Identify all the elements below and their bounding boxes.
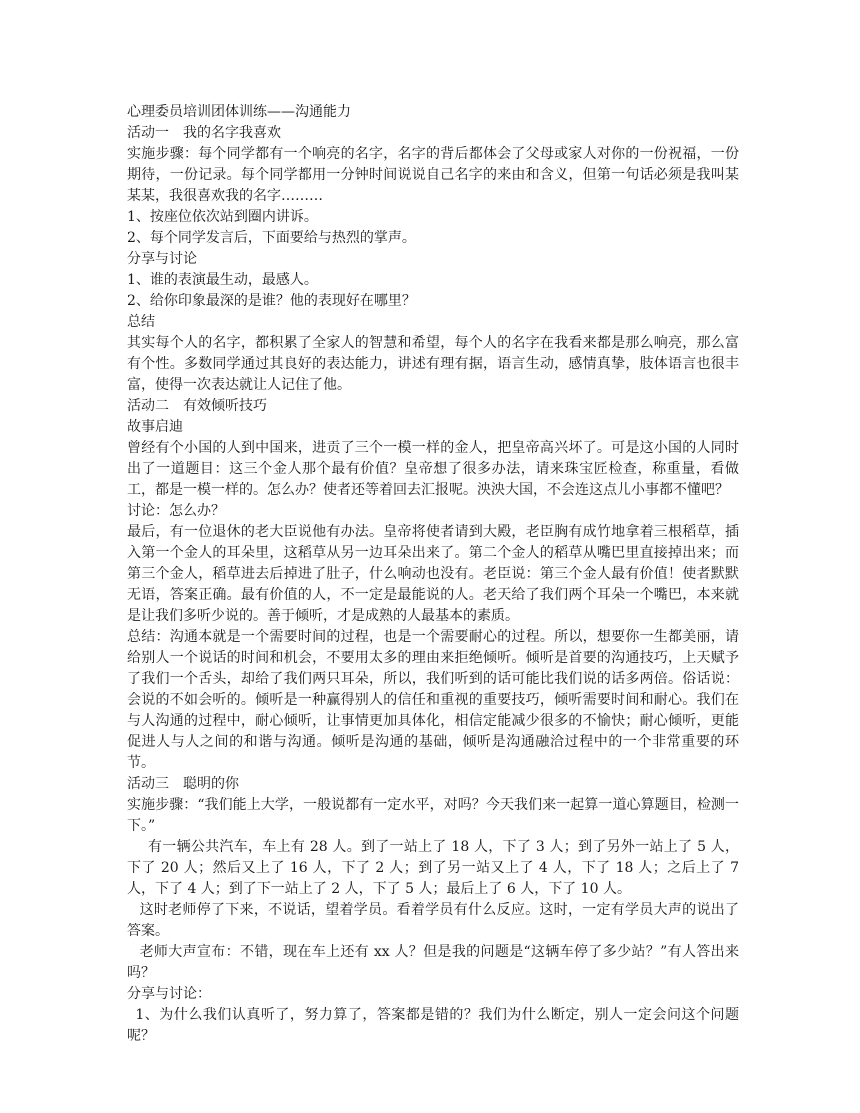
document-title: 心理委员培训团体训练——沟通能力 [127, 104, 351, 120]
activity-one-step-2: 2、每个同学发言后，下面要给与热烈的掌声。 [127, 230, 416, 246]
story-ending-paragraph: 最后，有一位退休的老大臣说他有办法。皇帝将使者请到大殿，老臣胸有成竹地拿着三根稻草，插入第一个金人的耳朵里，这稻草从另一边耳朵出来了。第二个金人的稻草从嘴巴里直接掉出来；而第三个金人，稻草进去后掉进了肚子，什么响动也没有。老臣说：第三个金人最有价值！使者默默无语，答案正确。最有价值的人，不一定是最能说的人。老天给了我们两个耳朵一个嘴巴，本来就是让我们多听少说的。善于倾听，才是成熟的人最基本的素质。 [127, 524, 739, 624]
share-question-1: 1、谁的表演最生动，最感人。 [127, 272, 318, 288]
activity-one-steps: 实施步骤：每个同学都有一个响亮的名字，名字的背后都体会了父母或家人对你的一份祝福，一份期待，一份记录。每个同学都用一分钟时间说说自己名字的来由和含义，但第一句话必须是我叫某某某，我很喜欢我的名字……… [127, 146, 739, 204]
activity-three-heading: 活动三 聪明的你 [127, 776, 239, 792]
activity-one-heading: 活动一 我的名字我喜欢 [127, 125, 281, 141]
share-discuss-heading: 分享与讨论 [127, 251, 197, 267]
activity-three-steps: 实施步骤：“我们能上大学，一般说都有一定水平，对吗？今天我们来一起算一道心算题目，检测一下。” [127, 797, 739, 834]
teacher-announce-paragraph: 老师大声宣布：不错，现在车上还有 xx 人？但是我的问题是“这辆车停了多少站？”有人答出来吗？ [127, 944, 739, 981]
listening-summary-paragraph: 总结：沟通本就是一个需要时间的过程，也是一个需要耐心的过程。所以，想要你一生都美丽，请给别人一个说话的时间和机会，不要用太多的理由来拒绝倾听。倾听是首要的沟通技巧，上天赋予了我们一个舌头，却给了我们两只耳朵，所以，我们听到的话可能比我们说的话多两倍。俗话说：会说的不如会听的。倾听是一种赢得别人的信任和重视的重要技巧，倾听需要时间和耐心。我们在与人沟通的过程中，耐心倾听，让事情更加具体化，相信定能减少很多的不愉快；耐心倾听，更能促进人与人之间的和谐与沟通。倾听是沟通的基础，倾听是沟通融洽过程中的一个非常重要的环节。 [127, 629, 739, 771]
activity-two-heading: 活动二 有效倾听技巧 [127, 398, 267, 414]
share-discuss-heading-2: 分享与讨论： [127, 986, 211, 1002]
summary-heading: 总结 [127, 314, 155, 330]
share-discuss-question-1: 1、为什么我们认真听了，努力算了，答案都是错的？我们为什么断定，别人一定会问这个问题呢？ [127, 1007, 739, 1044]
activity-one-step-1: 1、按座位依次站到圈内讲诉。 [127, 209, 318, 225]
story-paragraph: 曾经有个小国的人到中国来，进贡了三个一模一样的金人，把皇帝高兴坏了。可是这小国的人同时出了一道题目：这三个金人那个最有价值？皇帝想了很多办法，请来珠宝匠检查，称重量，看做工，都是一模一样的。怎么办？使者还等着回去汇报呢。泱泱大国，不会连这点儿小事都不懂吧？ [127, 440, 739, 498]
discussion-question: 讨论：怎么办？ [127, 503, 225, 519]
story-heading: 故事启迪 [127, 419, 183, 435]
share-question-2: 2、给你印象最深的是谁？他的表现好在哪里？ [127, 293, 416, 309]
bus-problem-paragraph: 有一辆公共汽车，车上有 28 人。到了一站上了 18 人，下了 3 人；到了另外一站上了 5 人，下了 20 人；然后又上了 16 人，下了 2 人；到了另一站又上了 4 人，下了 18 人；之后上了 7 人，下了 4 人；到了下一站上了 2 人，下了 5 人；最后上了 6 人，下了 10 人。 [127, 839, 739, 897]
teacher-pause-paragraph: 这时老师停了下来，不说话，望着学员。看着学员有什么反应。这时，一定有学员大声的说出了答案。 [127, 902, 739, 939]
document-page [127, 102, 739, 1047]
summary-paragraph: 其实每个人的名字，都积累了全家人的智慧和希望，每个人的名字在我看来都是那么响亮，那么富有个性。多数同学通过其良好的表达能力，讲述有理有据，语言生动，感情真挚，肢体语言也很丰富，使得一次表达就让人记住了他。 [127, 335, 739, 393]
